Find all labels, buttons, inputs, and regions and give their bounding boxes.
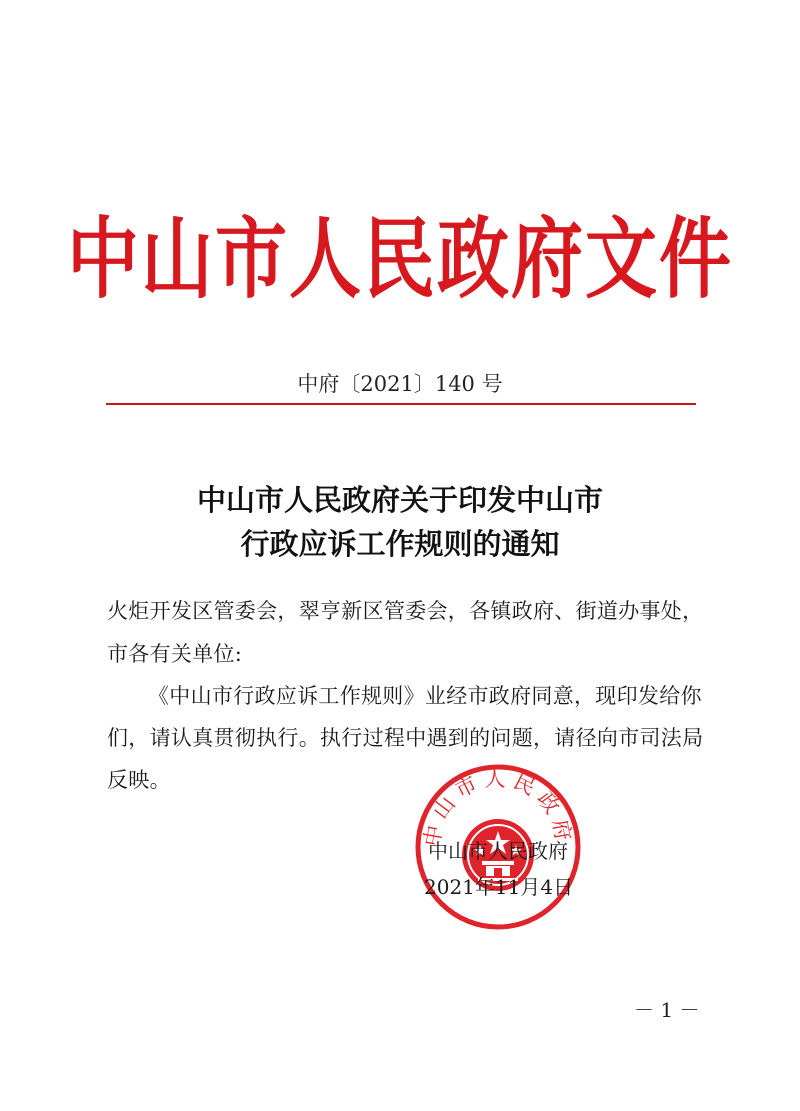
page-number: － 1 － <box>634 998 700 1022</box>
body-paragraph-line-1: 《中山市行政应诉工作规则》业经市政府同意，现印发给你 <box>148 684 702 708</box>
body-paragraph-line-3: 反映。 <box>107 768 171 792</box>
seal-arc-text: 中山市人民政府 <box>419 766 577 849</box>
issue-date: 2021年11月4日 <box>424 875 574 899</box>
red-divider-line <box>106 403 696 405</box>
document-title-line-1: 中山市人民政府关于印发中山市 <box>196 483 603 517</box>
recipients-line-2: 市各有关单位: <box>107 642 243 666</box>
issuer-name: 中山市人民政府 <box>428 839 568 863</box>
recipients-line-1: 火炬开发区管委会，翠亨新区管委会，各镇政府、街道办事处， <box>107 599 704 623</box>
document-number: 中府〔2021〕140 号 <box>297 372 503 396</box>
document-title-line-2: 行政应诉工作规则的通知 <box>240 527 560 561</box>
document-masthead: 中山市人民政府文件 <box>66 207 733 311</box>
body-paragraph-line-2: 们，请认真贯彻执行。执行过程中遇到的问题，请径向市司法局 <box>107 726 704 750</box>
